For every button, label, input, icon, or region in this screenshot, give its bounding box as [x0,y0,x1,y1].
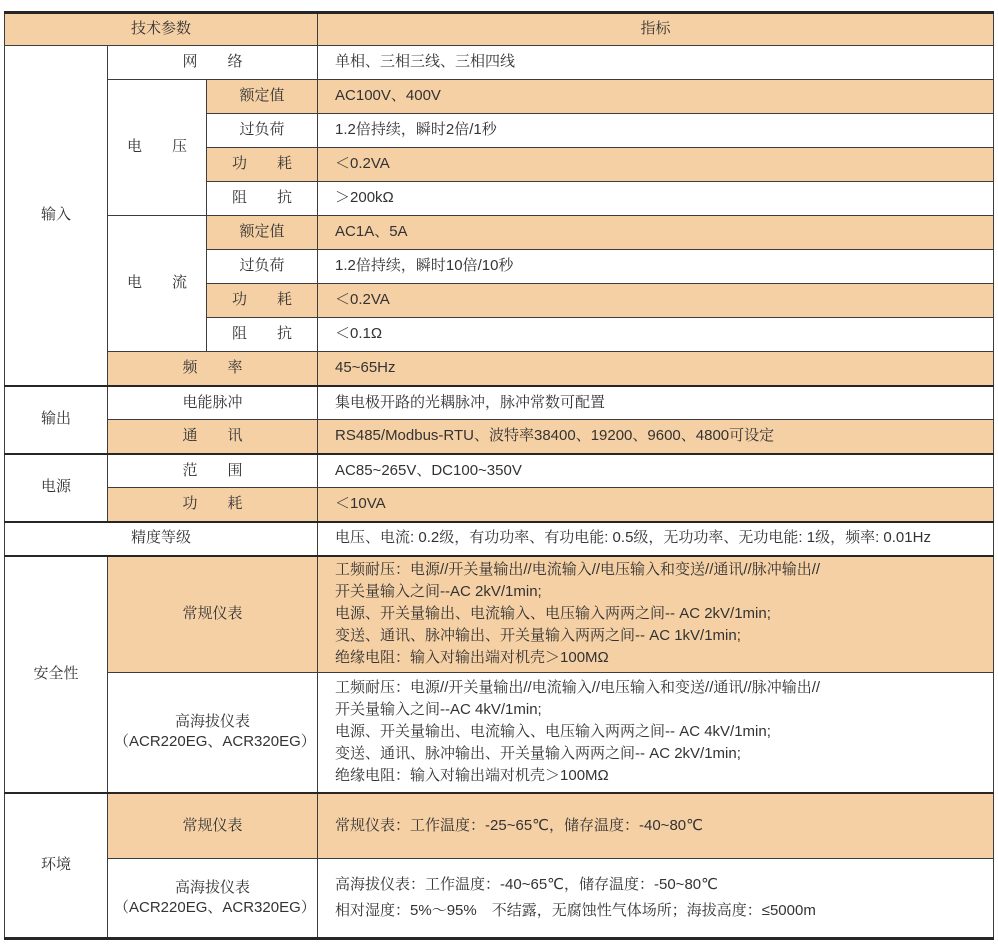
row-environment-high-altitude [5,859,994,939]
safety-high-altitude-line-1: 工频耐压：电源//开关量输出//电流输入//电压输入和变送//通讯//脉冲输出// [335,679,821,697]
group-input: 输入 [5,46,108,386]
group-power: 电源 [5,454,108,522]
row-power-range [5,454,994,488]
voltage-consumption-label: 功 耗 [207,148,318,182]
safety-high-altitude-line-5: 绝缘电阻：输入对输出端对机壳＞100MΩ [335,767,609,785]
safety-standard-line-4: 变送、通讯、脉冲输出、开关量输入两两之间-- AC 1kV/1min; [335,627,741,645]
environment-high-altitude-line-1: 高海拔仪表：工作温度：-40~65℃，储存温度：-50~80℃ [335,876,718,893]
network-label: 网 络 [108,46,318,80]
power-range-label: 范 围 [108,454,318,488]
voltage-overload-label: 过负荷 [207,114,318,148]
row-network [5,46,994,80]
header-params: 技术参数 [5,13,318,46]
safety-high-altitude-label-line1: 高海拔仪表 [175,713,251,730]
pulse-value: 集电极开路的光耦脉冲，脉冲常数可配置 [318,386,994,420]
row-comm [5,420,994,454]
accuracy-label: 精度等级 [5,522,318,556]
row-safety-high-altitude [5,673,994,793]
safety-high-altitude-line-3: 电源、开关量输出、电流输入、电压输入两两之间-- AC 4kV/1min; [335,723,771,741]
environment-high-altitude-line-2: 相对湿度：5%～95% 不结露，无腐蚀性气体场所；海拔高度：≤5000m [335,902,816,919]
header-spec: 指标 [318,13,994,46]
network-value: 单相、三相三线、三相四线 [318,46,994,80]
safety-standard-line-3: 电源、开关量输出、电流输入、电压输入两两之间-- AC 2kV/1min; [335,605,771,623]
row-frequency [5,352,994,386]
frequency-value: 45~65Hz [318,352,994,386]
pulse-label: 电能脉冲 [108,386,318,420]
power-consumption-value: ＜10VA [318,488,994,522]
voltage-rated-value: AC100V、400V [318,80,994,114]
safety-high-altitude-label [108,673,318,793]
group-voltage: 电 压 [108,80,207,216]
voltage-rated-label: 额定值 [207,80,318,114]
current-overload-label: 过负荷 [207,250,318,284]
safety-high-altitude-line-4: 变送、通讯、脉冲输出、开关量输入两两之间-- AC 2kV/1min; [335,745,741,763]
environment-high-altitude-label [108,859,318,939]
current-consumption-value: ＜0.2VA [318,284,994,318]
current-impedance-label: 阻 抗 [207,318,318,352]
group-output: 输出 [5,386,108,454]
row-voltage-rated [5,80,994,114]
safety-standard-line-5: 绝缘电阻：输入对输出端对机壳＞100MΩ [335,649,609,667]
environment-standard-value [318,793,994,859]
environment-high-altitude-label-line2: （ACR220EG、ACR320EG） [114,899,316,916]
voltage-overload-value: 1.2倍持续，瞬时2倍/1秒 [318,114,994,148]
environment-high-altitude-label-line1: 高海拔仪表 [175,878,251,896]
safety-high-altitude-line-2: 开关量输入之间--AC 4kV/1min; [335,701,542,719]
environment-high-altitude-value [318,859,994,939]
group-environment: 环境 [5,793,108,939]
row-power-consumption [5,488,994,522]
safety-standard-line-1: 工频耐压：电源//开关量输出//电流输入//电压输入和变送//通讯//脉冲输出// [335,561,821,579]
voltage-impedance-value: ＞200kΩ [318,182,994,216]
safety-standard-label: 常规仪表 [108,556,318,673]
current-overload-value: 1.2倍持续，瞬时10倍/10秒 [318,250,994,284]
row-current-rated [5,216,994,250]
current-consumption-label: 功 耗 [207,284,318,318]
environment-standard-line-1: 常规仪表：工作温度：-25~65℃，储存温度：-40~80℃ [335,816,703,834]
current-impedance-value: ＜0.1Ω [318,318,994,352]
voltage-impedance-label: 阻 抗 [207,182,318,216]
group-current: 电 流 [108,216,207,352]
power-range-value: AC85~265V、DC100~350V [318,454,994,488]
comm-value: RS485/Modbus-RTU、波特率38400、19200、9600、4800可设定 [318,420,994,454]
row-environment-standard [5,793,994,859]
safety-high-altitude-label-line2: （ACR220EG、ACR320EG） [114,733,316,751]
comm-label: 通 讯 [108,420,318,454]
current-rated-value: AC1A、5A [318,216,994,250]
group-safety: 安全性 [5,556,108,793]
row-accuracy [5,522,994,556]
voltage-consumption-value: ＜0.2VA [318,148,994,182]
accuracy-value: 电压、电流: 0.2级，有功功率、有功电能: 0.5级，无功功率、无功电能: 1级，频率: 0.01Hz [318,522,994,556]
safety-high-altitude-value [318,673,994,793]
power-consumption-label: 功 耗 [108,488,318,522]
frequency-label: 频 率 [108,352,318,386]
table-header-row [5,13,994,46]
current-rated-label: 额定值 [207,216,318,250]
row-pulse [5,386,994,420]
spec-table [4,11,994,940]
safety-standard-value [318,556,994,673]
row-safety-standard [5,556,994,673]
safety-standard-line-2: 开关量输入之间--AC 2kV/1min; [335,583,542,601]
environment-standard-label: 常规仪表 [108,793,318,859]
